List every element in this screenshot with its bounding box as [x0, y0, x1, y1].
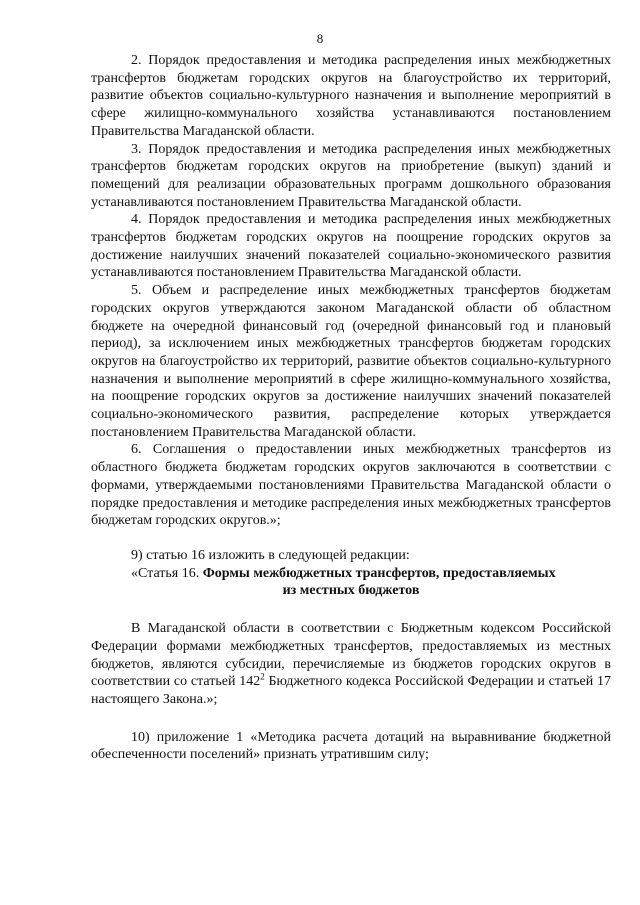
article-16-superscript: 2 — [260, 671, 265, 682]
article-16-title-line1: Формы межбюджетных трансфертов, предоставляемых — [202, 565, 556, 581]
item-9: 9) статью 16 изложить в следующей редакции: — [131, 547, 410, 563]
article-16-title-line2: из местных бюджетов — [282, 583, 420, 599]
article-16-intro: «Статья 16. — [131, 565, 200, 581]
paragraph-6: 6. Соглашения о предоставлении иных межбюджетных трансфертов из областного бюджета бюджетам городских округов заключаются в соответствии с формами, утверждаемыми постановлениями Правительства Магаданской области о порядке предоставления и методике распределения иных межбюджетных трансфертов бюджетам городских округов.»; — [91, 442, 611, 529]
article-16-body-end: Бюджетного кодекса Российской Федерации и статьей 17 настоящего Закона.»; — [91, 674, 611, 707]
paragraph-5: 5. Объем и распределение иных межбюджетных трансфертов бюджетам городских округов утверждаются законом Магаданской области об областном бюджете на очередной финансовый год (очередной финансовый год и плановый период), за исключением иных межбюджетных трансфертов бюджетам городских округов на благоустройство их территорий, развитие объектов социально-культурного назначения и выполнение мероприятий в сфере жилищно-коммунального хозяйства, на поощрение городских округов за достижение наилучших значений показателей социально-экономического развития, распределение которых утверждается постановлением Правительства Магаданской области. — [91, 283, 611, 440]
item-10: 10) приложение 1 «Методика расчета дотаций на выравнивание бюджетной обеспеченности поселений» признать утратившим силу; — [91, 729, 611, 763]
paragraph-2: 2. Порядок предоставления и методика распределения иных межбюджетных трансфертов бюджетам городских округов на благоустройство их территорий, развитие объектов социально-культурного назначения и выполнение мероприятий в сфере жилищно-коммунального хозяйства устанавливаются постановлением Правительства Магаданской области. — [91, 53, 611, 139]
article-16-heading — [91, 565, 611, 600]
paragraph-4: 4. Порядок предоставления и методика распределения иных межбюджетных трансфертов бюджетам городских округов на поощрение городских округов за достижение наилучших значений показателей социально-экономического развития устанавливаются постановлением Правительства Магаданской области. — [91, 212, 611, 281]
document-body — [91, 52, 611, 764]
article-16-body-text: В Магаданской области в соответствии с Бюджетным кодексом Российской Федерации формами межбюджетных трансфертов, предоставляемых из местных бюджетов, являются субсидии, перечисляемые из бюджетов городских округов в соответствии со статьей 142 — [91, 621, 611, 690]
paragraph-3: 3. Порядок предоставления и методика распределения иных межбюджетных трансфертов бюджетам городских округов на приобретение (выкуп) зданий и помещений для реализации образовательных программ дошкольного образования устанавливаются постановлением Правительства Магаданской области. — [91, 141, 611, 210]
article-16-body — [91, 620, 611, 709]
page-number: 8 — [316, 31, 324, 46]
